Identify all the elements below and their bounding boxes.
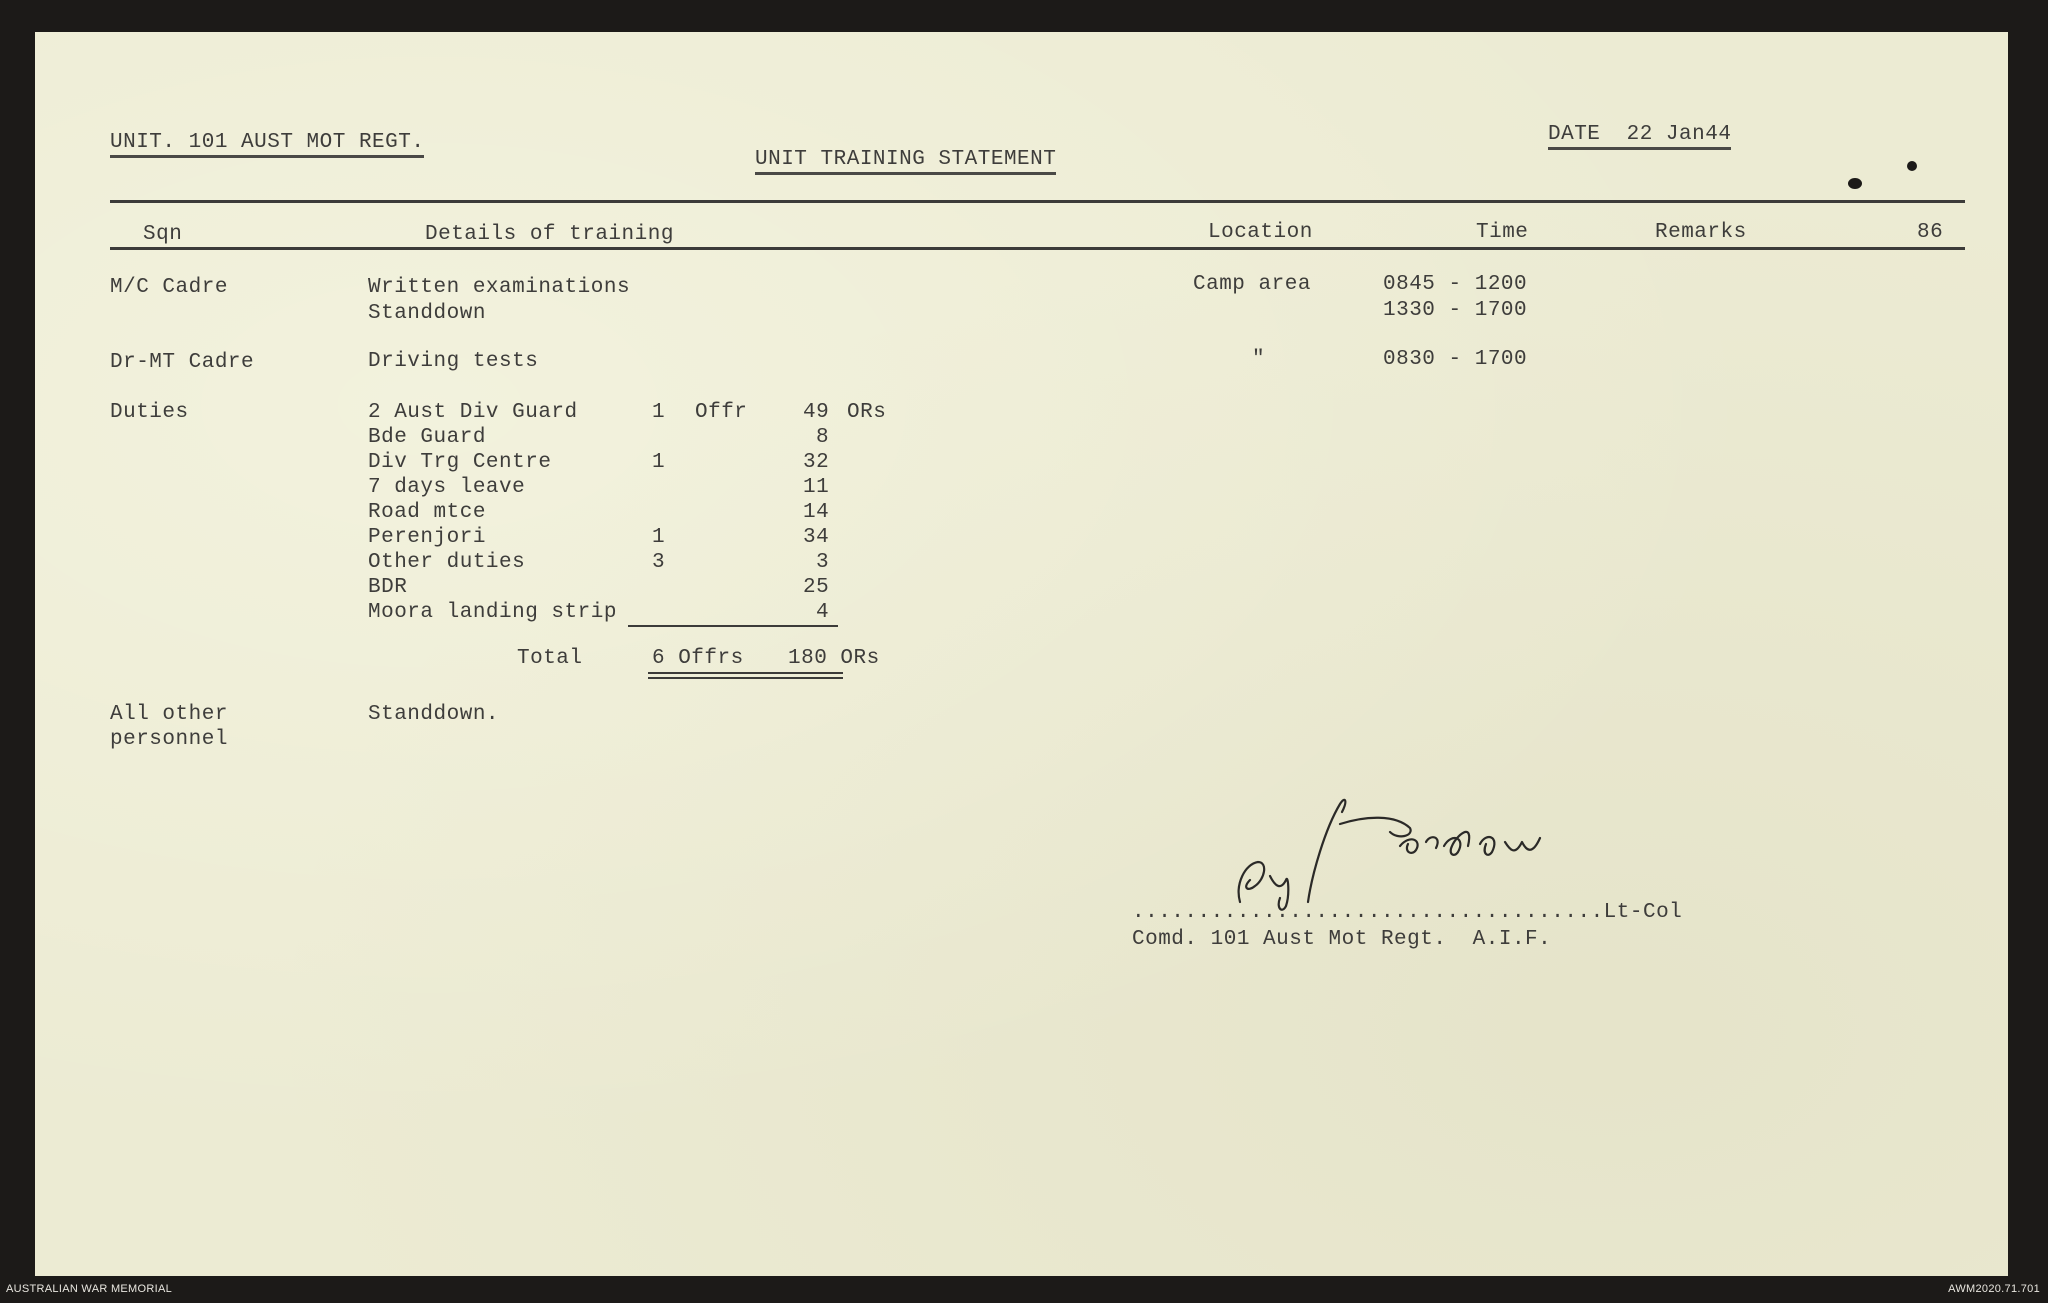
duty-ors: 8 [816,426,830,449]
col-details: Details of training [425,223,674,246]
duty-offrs: 1 [652,526,666,549]
entry-time: 1330 - 1700 [1383,299,1528,322]
duty-ors: 34 [803,526,830,549]
footer-accession-number: AWM2020.71.701 [1948,1283,2040,1295]
handwritten-signature [1230,784,1610,914]
col-location: Location [1208,221,1313,244]
duty-offrs: 1 [652,451,666,474]
duty-name: Moora landing strip [368,601,617,624]
duty-ors: 11 [803,476,830,499]
commanding-officer: Comd. 101 Aust Mot Regt. A.I.F. [1132,928,1552,951]
entry-location: " [1252,348,1266,371]
duty-ors: 3 [816,551,830,574]
duty-name: Div Trg Centre [368,451,552,474]
unit-heading: UNIT. 101 AUST MOT REGT. [110,130,424,155]
other-details: Standdown. [368,703,500,726]
col-remarks: Remarks [1655,221,1747,244]
duty-name: Bde Guard [368,426,486,449]
entry-time: 0845 - 1200 [1383,273,1528,296]
entry-detail: Standdown [368,302,486,325]
entry-location: Camp area [1193,273,1311,296]
header-rule-top [110,200,1965,203]
header-rule-bottom [110,247,1965,250]
total-rule-2 [648,677,843,679]
duty-name: Perenjori [368,526,486,549]
page-number: 86 [1917,221,1944,244]
duties-subtotal-rule [628,625,838,627]
duties-label: Duties [110,401,189,424]
entry-detail: Driving tests [368,350,539,373]
total-ors: 180 ORs [788,647,880,670]
duty-ors: 4 [816,601,830,624]
duty-offr-label: Offr [695,401,748,424]
duty-name: 7 days leave [368,476,526,499]
duty-offrs: 1 [652,401,666,424]
entry-time: 0830 - 1700 [1383,348,1528,371]
duty-name: 2 Aust Div Guard [368,401,578,424]
date-field: DATE 22 Jan44 [1548,122,1731,147]
document-page [35,32,2008,1276]
entry-detail: Written examinations [368,276,631,299]
paper-hole [1848,178,1862,189]
other-label: All other [110,703,228,726]
col-time: Time [1476,221,1529,244]
document-title: UNIT TRAINING STATEMENT [755,147,1056,172]
duty-ors: 49 [803,401,830,424]
duty-ors: 14 [803,501,830,524]
total-rule-1 [648,672,843,674]
duty-name: Road mtce [368,501,486,524]
duty-name: BDR [368,576,408,599]
entry-sqn: M/C Cadre [110,276,228,299]
footer-credit: AUSTRALIAN WAR MEMORIAL [6,1283,173,1295]
duty-ors: 25 [803,576,830,599]
total-offrs: 6 Offrs [652,647,744,670]
duty-offrs: 3 [652,551,666,574]
paper-hole [1907,161,1917,171]
duty-name: Other duties [368,551,526,574]
duty-ors: 32 [803,451,830,474]
total-label: Total [517,647,583,670]
col-sqn: Sqn [143,223,183,246]
other-label: personnel [110,728,228,751]
entry-sqn: Dr-MT Cadre [110,351,255,374]
signature-line: ....................................Lt-Col [1132,901,1683,924]
duty-ors-label: ORs [847,401,887,424]
